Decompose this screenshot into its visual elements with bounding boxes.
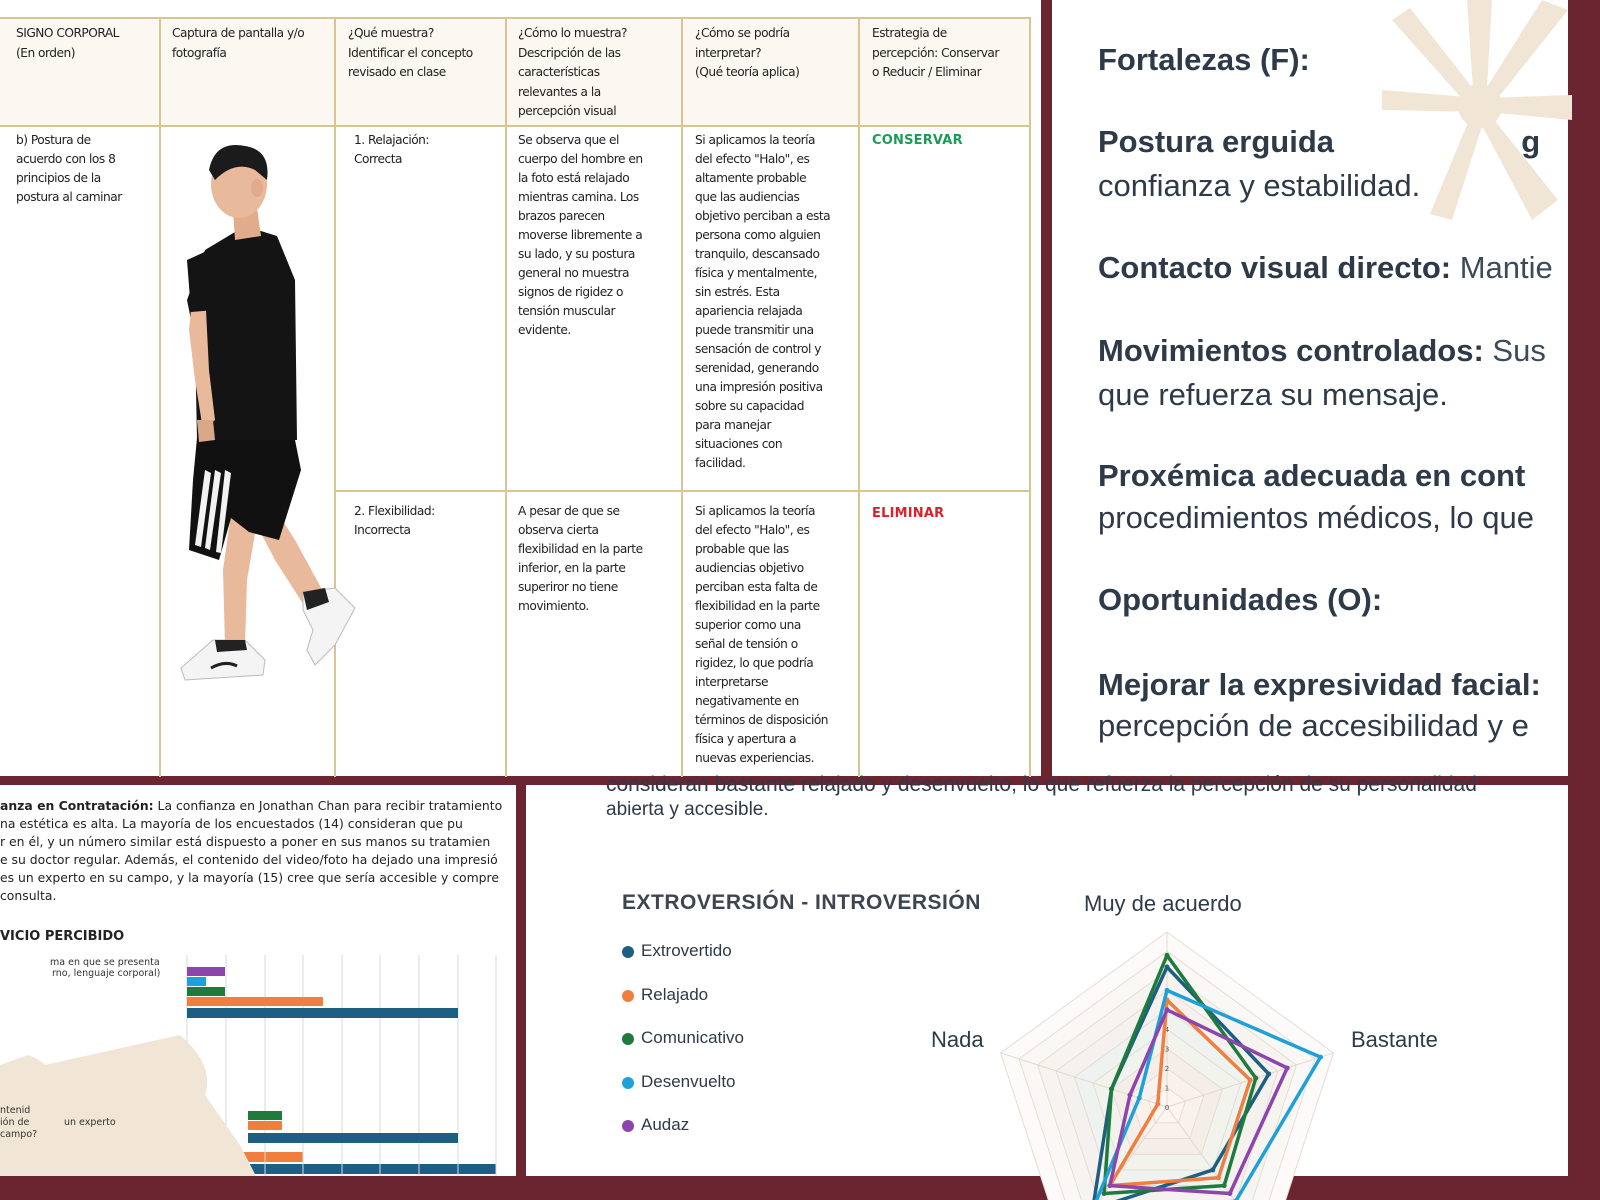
table-col-line-5 xyxy=(858,17,860,777)
fortaleza-2 xyxy=(1098,250,1553,286)
table-header-divider xyxy=(0,125,1031,127)
radar-point-relajado-4 xyxy=(1155,1101,1160,1106)
legend-label-desenvuelto: Desenvuelto xyxy=(641,1071,736,1091)
confianza-line-5: es un experto en su campo, y la mayoría (15) cree que sería accesible y compre xyxy=(0,870,499,885)
fortalezas-title xyxy=(1098,42,1310,78)
fortaleza-1-label: Postura erguida xyxy=(1098,124,1334,159)
fortaleza-2-label: Contacto visual directo: xyxy=(1098,250,1452,285)
table-col-line-4 xyxy=(681,17,683,777)
bar-g1-relajado xyxy=(187,997,323,1006)
row2-concepto: 2. Flexibilidad: Incorrecta xyxy=(354,504,435,537)
radar-point-relajado-2 xyxy=(1216,1175,1221,1180)
bar-g1-desenvuelto xyxy=(187,977,206,986)
servicio-percibido-heading: VICIO PERCIBIDO xyxy=(0,929,125,944)
row1-concepto: 1. Relajación: Correcta xyxy=(354,133,430,166)
radar-point-audaz-2 xyxy=(1227,1191,1232,1196)
fortaleza-1-tail: g xyxy=(1521,124,1541,159)
servicio-bar-chart-lower xyxy=(0,1075,516,1176)
bar-g3-relajado xyxy=(248,1121,282,1130)
row2-interpretacion: Si aplicamos la teoría del efecto "Halo", es probable que las audiencias objetivo perciban esta falta de flexibilidad en la parte superior como una señal de tensión o rigidez, lo que podría interpretarse negativamente en términos de disposición física y apertura a nuevas experiencias. xyxy=(695,504,829,765)
radar-point-extrovertido-2 xyxy=(1210,1167,1215,1172)
confianza-line-1-rest: La confianza en Jonathan Chan para recibir tratamiento xyxy=(153,798,503,813)
radar-point-relajado-1 xyxy=(1248,1077,1253,1082)
table-col-line-1 xyxy=(159,17,161,777)
radar-tick-label-2: 2 xyxy=(1164,1065,1170,1074)
radar-panel xyxy=(526,773,1568,1176)
radar-tick-label-0: 0 xyxy=(1164,1104,1170,1112)
fortaleza-4 xyxy=(1098,458,1525,494)
table-row-divider xyxy=(335,490,1031,492)
radar-tick-label-4: 4 xyxy=(1164,1026,1170,1035)
oportunidad-1-label: Mejorar la expresividad facial: xyxy=(1098,667,1541,702)
confianza-line-1 xyxy=(0,797,516,815)
bar-label-7: ión de xyxy=(0,1117,30,1128)
legend-label-comunicativo: Comunicativo xyxy=(641,1028,744,1047)
axis-label-bastante: Bastante xyxy=(1351,1027,1438,1052)
header-como-muestra: ¿Cómo lo muestra? Descripción de las características relevantes a la percepción visual xyxy=(518,26,628,118)
radar-point-desenvuelto-1 xyxy=(1318,1055,1323,1060)
table-col-line-6 xyxy=(1029,17,1031,777)
bar-label-2: rno, lenguaje corporal) xyxy=(52,968,161,979)
fortaleza-4-label: Proxémica adecuada en cont xyxy=(1098,458,1526,493)
row2-descripcion: A pesar de que se observa cierta flexibilidad en la parte inferior, en la parte superiror no tiene movimiento. xyxy=(518,504,643,613)
row2-estrategia-eliminar: ELIMINAR xyxy=(872,506,945,521)
bar-label-6: ntenid xyxy=(0,1105,31,1116)
bar-g3-comunicativo xyxy=(248,1111,282,1120)
legend-label-extrovertido: Extrovertido xyxy=(641,941,732,960)
oportunidades-title xyxy=(1098,582,1382,618)
header-interpretar: ¿Cómo se podría interpretar? (Qué teoría aplica) xyxy=(695,26,800,79)
confianza-line-3: r en él, y un número similar está dispuesto a poner en sus manos su tratamien xyxy=(0,834,491,849)
radar-point-extrovertido-0 xyxy=(1165,965,1170,970)
radar-point-comunicativo-3 xyxy=(1102,1191,1107,1196)
confianza-paragraph xyxy=(0,797,516,905)
paragraph-line-abierta: abierta y accesible. xyxy=(606,799,769,820)
radar-point-comunicativo-4 xyxy=(1109,1086,1114,1091)
bar-g1-comunicativo xyxy=(187,987,225,996)
radar-tick-label-3: 3 xyxy=(1164,1045,1170,1054)
bar-g1-extrovertido xyxy=(187,1008,458,1018)
radar-point-comunicativo-0 xyxy=(1165,953,1170,958)
cut-off-paragraph-line: consideran bastante relajado y desenvuelto, lo que refuerza la percepción de su personalidad xyxy=(606,773,1477,796)
header-que-muestra: ¿Qué muestra? Identificar el concepto revisado en clase xyxy=(348,26,473,79)
oportunidad-1 xyxy=(1098,667,1541,703)
radar-point-comunicativo-1 xyxy=(1253,1076,1258,1081)
signo-corporal-cell: b) Postura de acuerdo con los 8 principios de la postura al caminar xyxy=(16,133,122,204)
oportunidades-title-text: Oportunidades (O): xyxy=(1098,582,1383,617)
confianza-line-2: na estética es alta. La mayoría de los encuestados (14) consideran que pu xyxy=(0,816,463,831)
bar-label-8: un experto xyxy=(64,1117,116,1128)
table-panel xyxy=(0,0,1041,776)
sparkle-decoration-icon xyxy=(1382,0,1572,230)
table-border-top xyxy=(0,17,1031,19)
fortaleza-3-line2: que refuerza su mensaje. xyxy=(1098,377,1448,412)
fortalezas-title-text: Fortalezas (F): xyxy=(1098,42,1310,77)
fortaleza-3 xyxy=(1098,333,1546,369)
confianza-line-4: e su doctor regular. Además, el contenido del video/foto ha dejado una impresió xyxy=(0,852,498,867)
fortaleza-3-text: Sus xyxy=(1483,333,1546,368)
legend-label-audaz: Audaz xyxy=(641,1115,690,1134)
radar-point-desenvuelto-4 xyxy=(1137,1095,1142,1100)
radar-chart xyxy=(526,785,1568,1176)
confianza-panel xyxy=(0,785,516,1176)
radar-point-desenvuelto-0 xyxy=(1165,988,1170,993)
bar-g3-extrovertido xyxy=(248,1133,458,1143)
radar-tick-label-1: 1 xyxy=(1164,1084,1170,1093)
axis-label-nada: Nada xyxy=(931,1027,984,1052)
bar-label-1: ma en que se presenta xyxy=(50,957,160,968)
header-signo: SIGNO CORPORAL (En orden) xyxy=(16,26,119,60)
row1-interpretacion: Si aplicamos la teoría del efecto "Halo", es altamente probable que las audiencias objetivo perciban a esta persona como alguien tranquilo, descansado física y mentalmente, sin estrés. Esta apariencia relajada puede transmitir una sensación de control y serenidad, generando una impresión positiva sobre su capacidad para manejar situaciones con facilidad. xyxy=(695,133,831,470)
table-col-line-3 xyxy=(505,17,507,777)
walking-man-photo xyxy=(175,140,365,700)
row1-descripcion: Se observa que el cuerpo del hombre en la foto está relajado mientras camina. Los brazos parecen moverse libremente a su lado, y su postura general no muestra signos de rigidez o tensión muscular evidente. xyxy=(518,133,643,337)
radar-point-audaz-4 xyxy=(1128,1092,1133,1097)
header-captura: Captura de pantalla y/o fotografía xyxy=(172,26,305,60)
bar-g1-audaz xyxy=(187,967,225,976)
radar-point-extrovertido-1 xyxy=(1266,1071,1271,1076)
fortaleza-1-line2: confianza y estabilidad. xyxy=(1098,168,1421,203)
radar-point-audaz-0 xyxy=(1165,1007,1170,1012)
oportunidad-1-line2: percepción de accesibilidad y e xyxy=(1098,708,1529,743)
radar-title: EXTROVERSIÓN - INTROVERSIÓN xyxy=(622,891,981,914)
legend-label-relajado: Relajado xyxy=(641,984,709,1004)
confianza-line-6: consulta. xyxy=(0,888,57,903)
header-estrategia: Estrategia de percepción: Conservar o Reducir / Eliminar xyxy=(872,26,999,79)
axis-label-muy-de-acuerdo: Muy de acuerdo xyxy=(1084,891,1242,916)
foda-panel xyxy=(1052,0,1568,776)
radar-point-audaz-3 xyxy=(1107,1183,1112,1188)
bar-label-9: campo? xyxy=(0,1129,38,1140)
fortaleza-4-line2: procedimientos médicos, lo que xyxy=(1098,500,1534,535)
fortaleza-2-text: Mantie xyxy=(1451,250,1553,285)
fortaleza-3-label: Movimientos controlados: xyxy=(1098,333,1484,368)
row1-estrategia-conservar: CONSERVAR xyxy=(872,133,963,148)
radar-point-comunicativo-2 xyxy=(1222,1183,1227,1188)
radar-point-audaz-1 xyxy=(1285,1065,1290,1070)
confianza-bold-prefix: anza en Contratación: xyxy=(0,798,154,813)
